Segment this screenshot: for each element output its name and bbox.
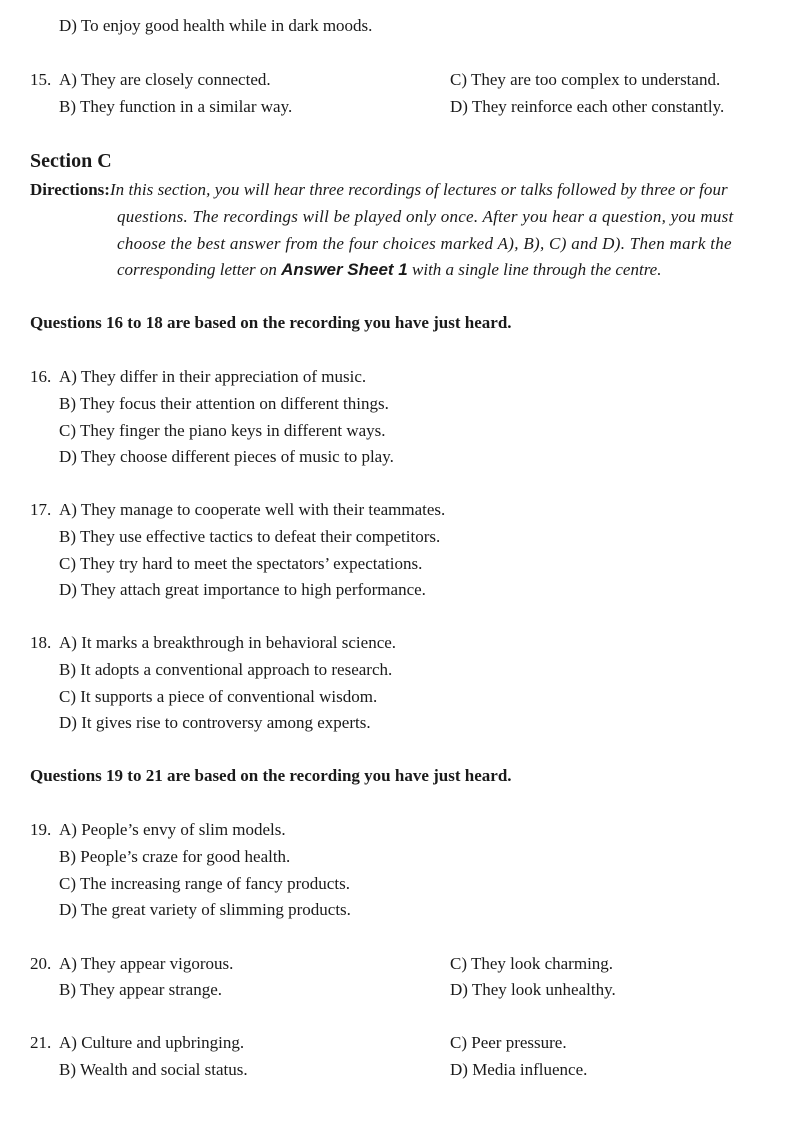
q16-number: 16. <box>30 367 52 386</box>
q15-option-d: D) They reinforce each other constantly. <box>450 97 725 116</box>
directions-text-4-post: with a single line through the centre. <box>407 260 662 279</box>
directions-text-4-pre: corresponding letter on <box>117 260 282 279</box>
q21-number: 21. <box>30 1033 52 1052</box>
q15-number: 15. <box>30 70 52 89</box>
q17-option-d: D) They attach great importance to high performance. <box>59 580 426 599</box>
directions-line-1 <box>30 180 728 200</box>
q20-option-c: C) They look charming. <box>450 954 614 973</box>
q20-number: 20. <box>30 954 52 973</box>
group-2-heading: Questions 19 to 21 are based on the recording you have just heard. <box>30 766 512 785</box>
q19-option-b: B) People’s craze for good health. <box>59 847 291 866</box>
q19-option-a: A) People’s envy of slim models. <box>59 820 286 839</box>
q18-option-d: D) It gives rise to controversy among experts. <box>59 713 371 732</box>
q16-option-b: B) They focus their attention on different things. <box>59 394 389 413</box>
q20-option-a: A) They appear vigorous. <box>59 954 234 973</box>
q21-option-d: D) Media influence. <box>450 1060 588 1079</box>
q18-number: 18. <box>30 633 52 652</box>
directions-label: Directions <box>30 180 105 199</box>
q17-number: 17. <box>30 500 52 519</box>
q18-option-c: C) It supports a piece of conventional wisdom. <box>59 687 378 706</box>
q19-option-c: C) The increasing range of fancy products. <box>59 874 350 893</box>
q19-number: 19. <box>30 820 52 839</box>
q18-option-b: B) It adopts a conventional approach to research. <box>59 660 393 679</box>
directions-text-3: choose the best answer from the four choices marked A), B), C) and D). Then mark the <box>117 234 732 253</box>
q21-option-b: B) Wealth and social status. <box>59 1060 248 1079</box>
q16-option-a: A) They differ in their appreciation of music. <box>59 367 367 386</box>
q17-option-b: B) They use effective tactics to defeat their competitors. <box>59 527 441 546</box>
directions-colon: : <box>104 180 110 199</box>
section-title: Section C <box>30 150 112 172</box>
q15-option-a: A) They are closely connected. <box>59 70 271 89</box>
answer-sheet-label: Answer Sheet 1 <box>281 260 408 279</box>
q21-option-a: A) Culture and upbringing. <box>59 1033 245 1052</box>
q19-option-d: D) The great variety of slimming products. <box>59 900 351 919</box>
q20-option-b: B) They appear strange. <box>59 980 223 999</box>
q16-option-d: D) They choose different pieces of music to play. <box>59 447 394 466</box>
directions-text-1: In this section, you will hear three recordings of lectures or talks followed by three or four <box>109 180 728 199</box>
q15-option-b: B) They function in a similar way. <box>59 97 293 116</box>
q17-option-c: C) They try hard to meet the spectators’ expectations. <box>59 554 423 573</box>
q21-option-c: C) Peer pressure. <box>450 1033 567 1052</box>
q20-option-d: D) They look unhealthy. <box>450 980 616 999</box>
directions-text-2: questions. The recordings will be played only once. After you hear a question, you must <box>117 207 734 226</box>
q17-option-a: A) They manage to cooperate well with their teammates. <box>59 500 446 519</box>
q16-option-c: C) They finger the piano keys in different ways. <box>59 421 386 440</box>
q18-option-a: A) It marks a breakthrough in behavioral science. <box>59 633 397 652</box>
q14-option-d: D) To enjoy good health while in dark moods. <box>59 16 373 35</box>
group-1-heading: Questions 16 to 18 are based on the recording you have just heard. <box>30 313 512 332</box>
q15-option-c: C) They are too complex to understand. <box>450 70 721 89</box>
directions-text-4 <box>117 260 661 280</box>
